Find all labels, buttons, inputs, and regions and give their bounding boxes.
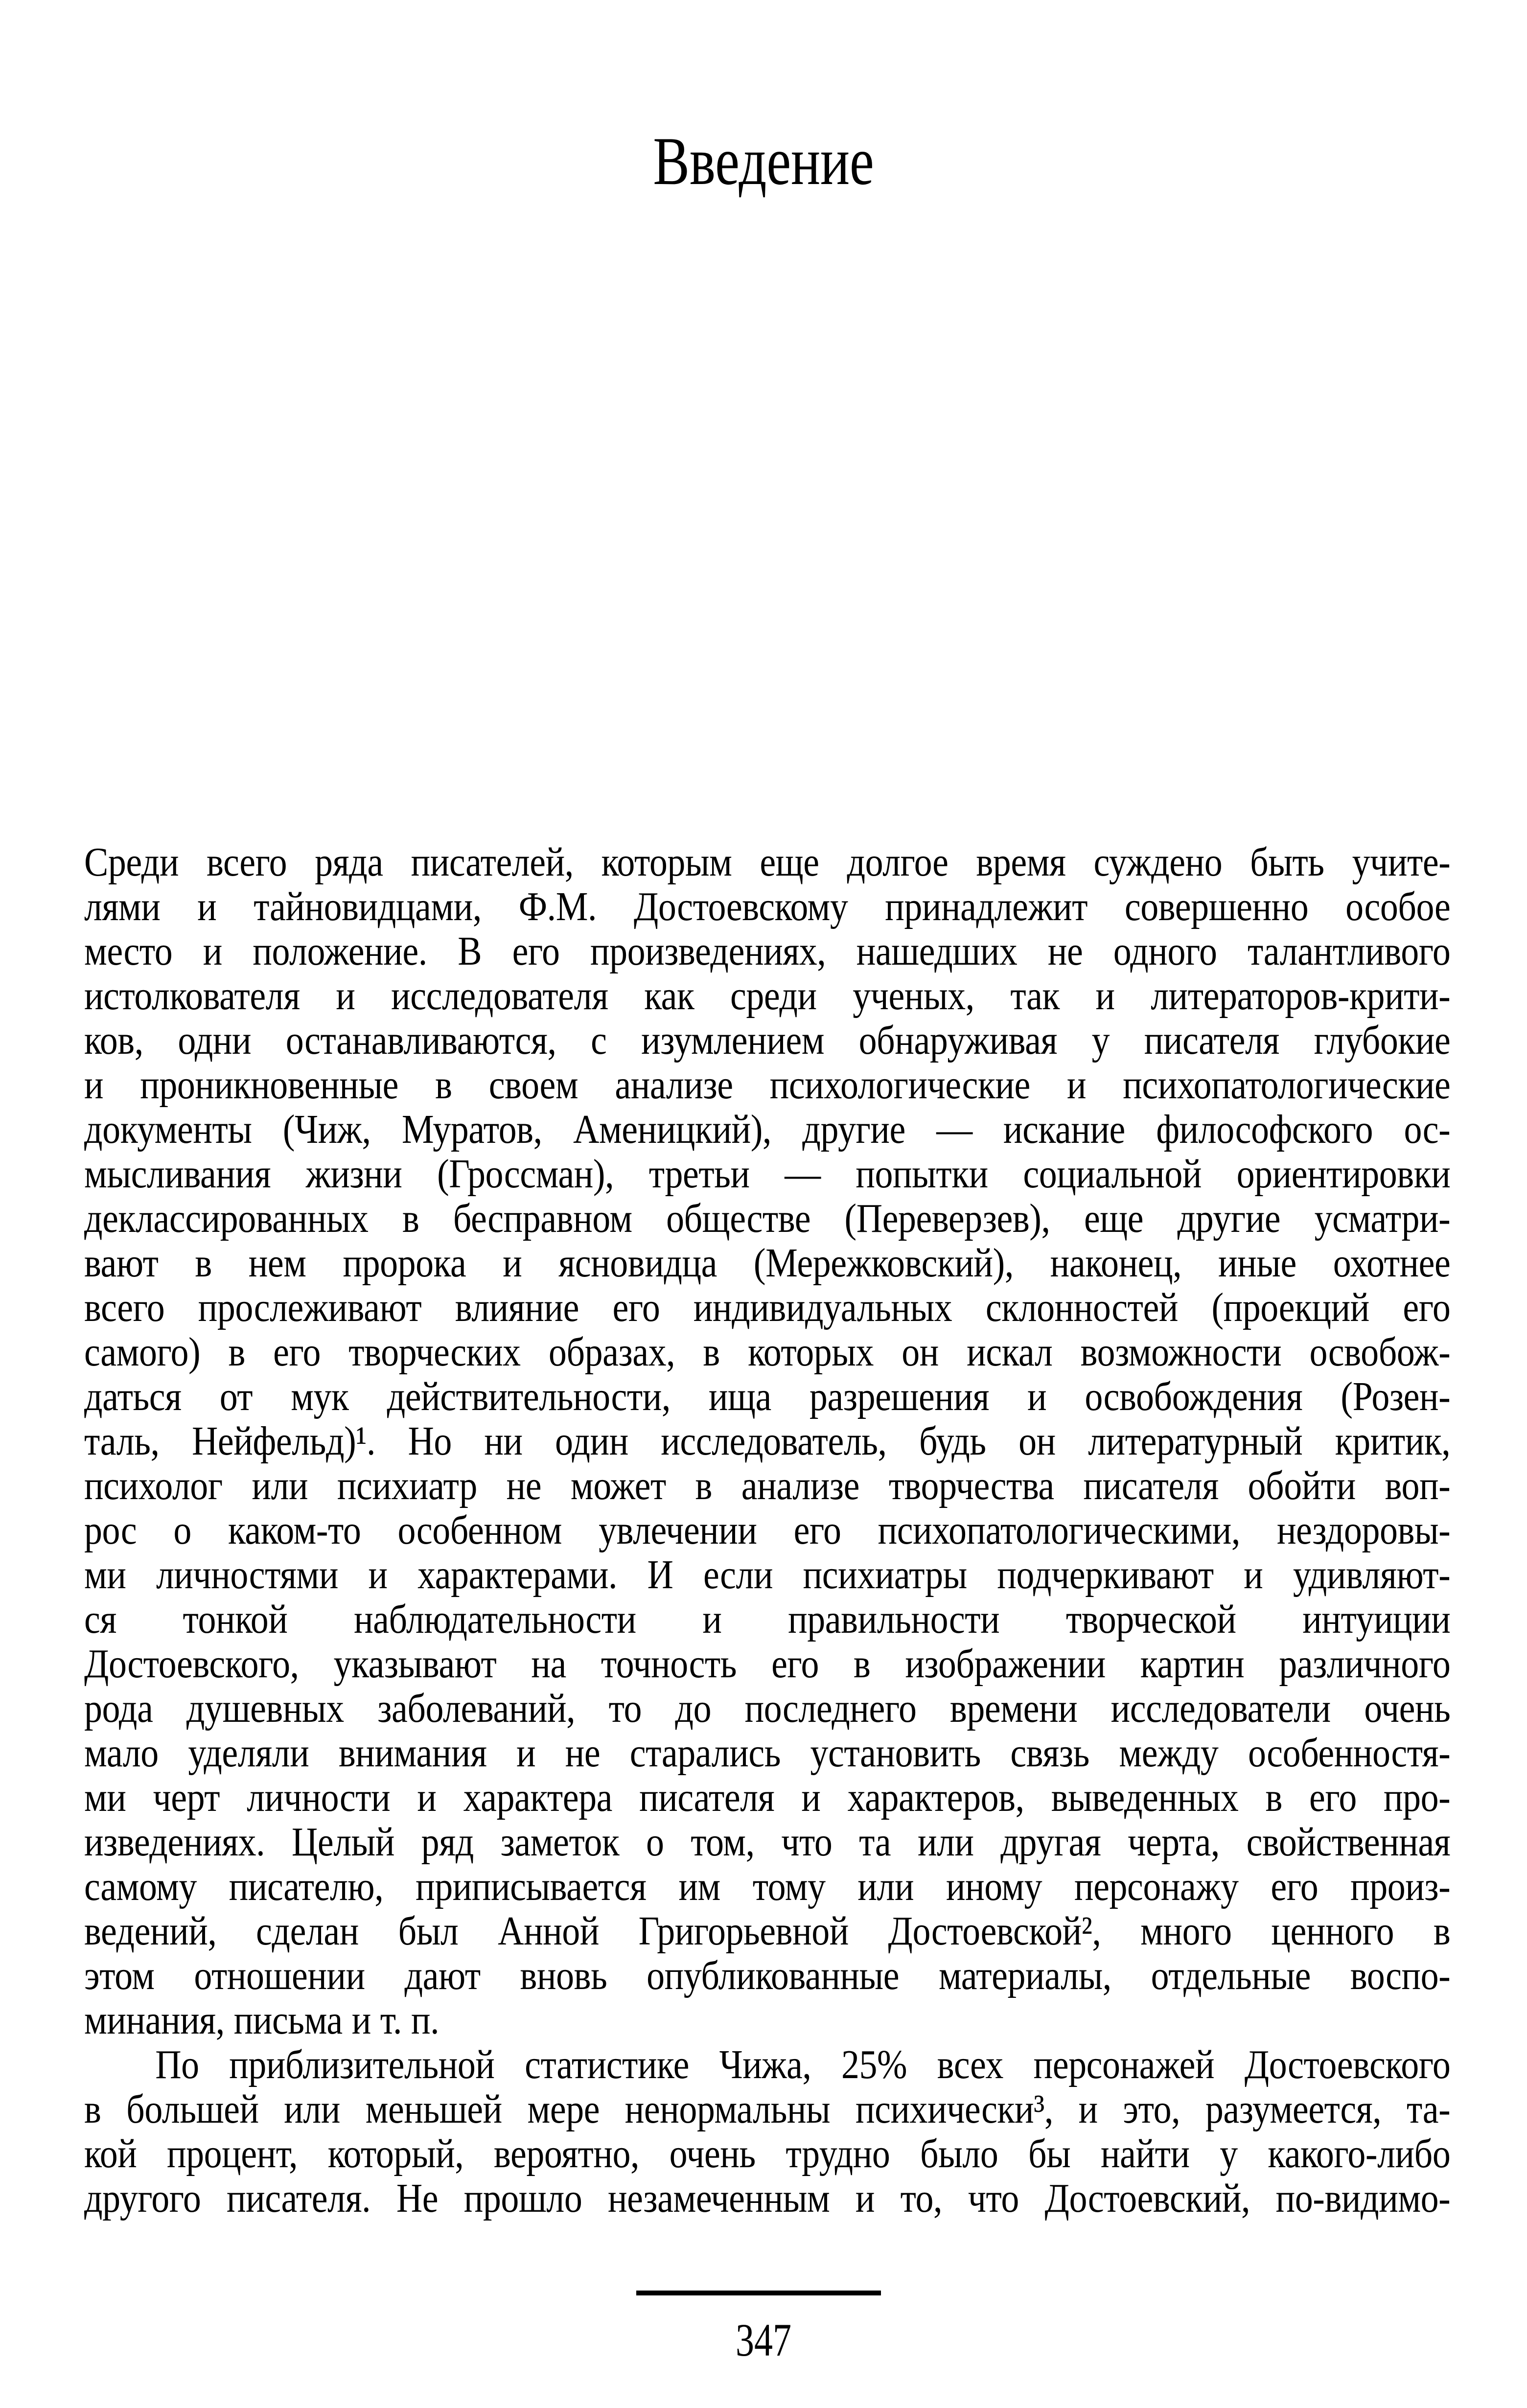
text-line: в большей или меньшей мере ненормальны психически³, и это, разумеется, та- bbox=[84, 2086, 1451, 2132]
text-line: психолог или психиатр не может в анализе творчества писателя обойти воп- bbox=[84, 1463, 1451, 1508]
text-line: этом отношении дают вновь опубликованные материалы, отдельные воспо- bbox=[84, 1953, 1451, 1998]
text-line: самому писателю, приписывается им тому или иному персонажу его произ- bbox=[84, 1864, 1451, 1909]
text-line: мало уделяли внимания и не старались установить связь между особенностя- bbox=[84, 1730, 1451, 1776]
text-line: другого писателя. Не прошло незамеченным и то, что Достоевский, по-видимо- bbox=[84, 2176, 1451, 2221]
body-text bbox=[84, 840, 1450, 2221]
text-line: ведений, сделан был Анной Григорьевной Достоевской², много ценного в bbox=[84, 1908, 1451, 1954]
chapter-title: Введение bbox=[653, 123, 874, 199]
text-line: ся тонкой наблюдательности и правильности творческой интуиции bbox=[84, 1597, 1451, 1642]
text-line: Достоевского, указывают на точность его в изображении картин различного bbox=[84, 1641, 1451, 1687]
text-line: лями и тайновидцами, Ф.М. Достоевскому принадлежит совершенно особое bbox=[84, 884, 1451, 929]
text-line: Среди всего ряда писателей, которым еще долгое время суждено быть учите- bbox=[84, 839, 1451, 885]
text-line: таль, Нейфельд)¹. Но ни один исследователь, будь он литературный критик, bbox=[84, 1418, 1451, 1464]
text-line: даться от мук действительности, ища разрешения и освобождения (Розен- bbox=[84, 1374, 1451, 1419]
text-line: ков, одни останавливаются, с изумлением обнаруживая у писателя глубокие bbox=[84, 1018, 1451, 1063]
text-line: ми личностями и характерами. И если психиатры подчеркивают и удивляют- bbox=[84, 1552, 1451, 1598]
text-line: и проникновенные в своем анализе психологические и психопатологические bbox=[84, 1062, 1451, 1108]
text-line: рос о каком-то особенном увлечении его психопатологическими, нездоровы- bbox=[84, 1507, 1451, 1553]
text-line: всего прослеживают влияние его индивидуальных склонностей (проекций его bbox=[84, 1285, 1451, 1330]
text-line: минания, письма и т. п. bbox=[84, 1997, 440, 2043]
text-line: кой процент, который, вероятно, очень трудно было бы найти у какого-либо bbox=[84, 2131, 1451, 2176]
text-line: деклассированных в бесправном обществе (Переверзев), еще другие усматри- bbox=[84, 1196, 1451, 1241]
text-line: изведениях. Целый ряд заметок о том, что та или другая черта, свойственная bbox=[84, 1819, 1451, 1865]
page-number: 347 bbox=[736, 2314, 791, 2366]
text-line: документы (Чиж, Муратов, Аменицкий), другие — искание философского ос- bbox=[84, 1107, 1451, 1152]
text-line: По приблизительной статистике Чижа, 25% всех персонажей Достоевского bbox=[155, 2042, 1451, 2087]
footnote-separator-rule bbox=[636, 2291, 881, 2295]
text-line: вают в нем пророка и ясновидца (Мережковский), наконец, иные охотнее bbox=[84, 1240, 1451, 1286]
text-line: истолкователя и исследователя как среди ученых, так и литераторов-крити- bbox=[84, 973, 1451, 1019]
text-line: место и положение. В его произведениях, нашедших не одного талантливого bbox=[84, 928, 1451, 974]
text-line: ми черт личности и характера писателя и характеров, выведенных в его про- bbox=[84, 1775, 1451, 1820]
text-line: самого) в его творческих образах, в которых он искал возможности освобож- bbox=[84, 1329, 1451, 1375]
text-line: рода душевных заболеваний, то до последнего времени исследователи очень bbox=[84, 1686, 1451, 1731]
text-line: мысливания жизни (Гроссман), третьи — попытки социальной ориентировки bbox=[84, 1151, 1451, 1197]
